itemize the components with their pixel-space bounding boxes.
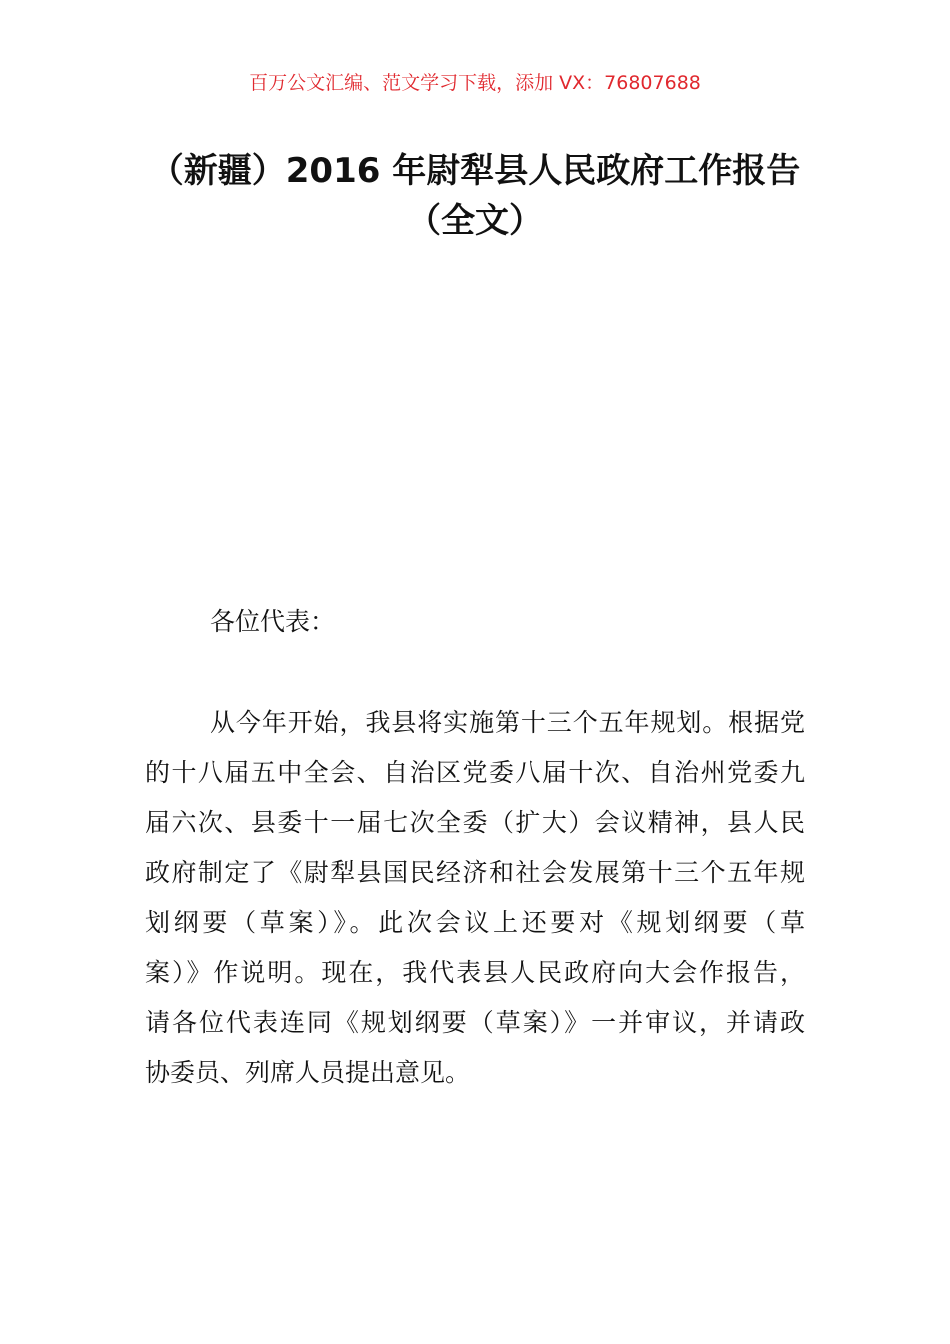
greeting: 各位代表：	[210, 607, 336, 636]
document-title-suffix: （全文）	[407, 201, 543, 241]
body-paragraph	[145, 703, 805, 1103]
paragraph-line: 的十八届五中全会、自治区党委八届十次、自治州党委九	[145, 758, 805, 787]
watermark-banner: 百万公文汇编、范文学习下载，添加 VX：76807688	[249, 72, 701, 94]
document-title: （新疆）2016 年尉犁县人民政府工作报告	[149, 151, 801, 191]
paragraph-line: 案）》作说明。现在，我代表县人民政府向大会作报告，	[145, 958, 805, 987]
paragraph-line: 政府制定了《尉犁县国民经济和社会发展第十三个五年规	[145, 858, 805, 887]
paragraph-line: 请各位代表连同《规划纲要（草案）》一并审议，并请政	[145, 1008, 805, 1037]
paragraph-line: 从今年开始，我县将实施第十三个五年规划。根据党	[210, 708, 805, 737]
paragraph-line: 届六次、县委十一届七次全委（扩大）会议精神，县人民	[145, 808, 805, 837]
paragraph-line: 划纲要（草案）》。此次会议上还要对《规划纲要（草	[145, 908, 805, 937]
paragraph-line: 协委员、列席人员提出意见。	[145, 1058, 471, 1087]
